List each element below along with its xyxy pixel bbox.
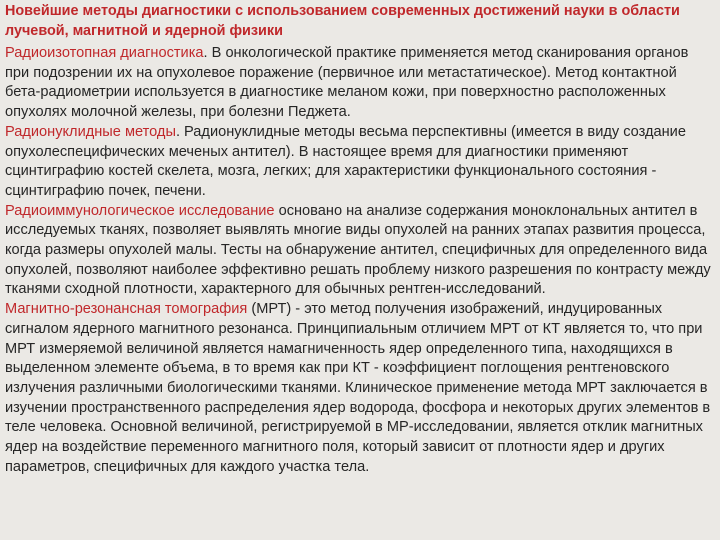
paragraph-radioisotope [5,44,715,123]
paragraph-text: основано на анализе содержания моноклональных антител в исследуемых тканях, позволяет выявлять многие виды опухолей на ранних этапах развития процесса, когда размеры опухолей малы. Тесты на обнаружение антител, специфичных для определенного вида опухолей, позволяют наиболее эффективно решать проблему низкого разрешения по контрасту между тканями сходной плотности, характерного для обычных рентген-исследований. [5,202,711,298]
paragraph-radionuclide [5,123,715,202]
term-radionuclide: Радионуклидные методы [5,123,176,140]
term-mri: Магнитно-резонансная томография [5,301,248,318]
paragraph-text: . Радионуклидные методы весьма перспективны (имеется в виду создание опухолеспецифических меченых антител). В настоящее время для диагностики применяют сцинтиграфию костей скелета, мозга, легких; для характеристики функционального состояния - сцинтиграфию почек, печени. [5,123,686,199]
term-radioisotope: Радиоизотопная диагностика [5,45,204,61]
paragraph-text: . В онкологической практике применяется метод сканирования органов при подозрении их на опухолевое поражение (первичное или метастатическое). Метод контактной бета-радиометрии используется в диагностике меланом кожи, при поверхностно расположенных опухолях молочной железы, при болезни Педжета. [5,45,689,121]
paragraph-text: (МРТ) - это метод получения изображений, индуцированных сигналом ядерного магнитного резонанса. Принципиальным отличием МРТ от КТ является то, что при МРТ измеряемой величиной является намагниченность ядер определенного типа, находящихся в выделенном элементе объема, в то время как при КТ - коэффициент поглощения рентгеновского излучения различными биологическими тканями. Клиническое применение метода МРТ заключается в изучении пространственного распределения ядер водорода, фосфора и некоторых других элементов в теле человека. Основной величиной, регистрируемой в МР-исследовании, является отклик магнитных ядер на воздействие переменного магнитного поля, который зависит от плотности ядер и других параметров, специфичных для каждого участка тела. [5,301,711,475]
slide-content [5,2,715,477]
paragraph-mri [5,300,715,477]
paragraph-radioimmunology [5,202,715,301]
term-radioimmunology: Радиоиммунологическое исследование [5,202,275,219]
slide-title: Новейшие методы диагностики с использованием современных достижений науки в области лучевой, магнитной и ядерной физики [5,3,680,39]
